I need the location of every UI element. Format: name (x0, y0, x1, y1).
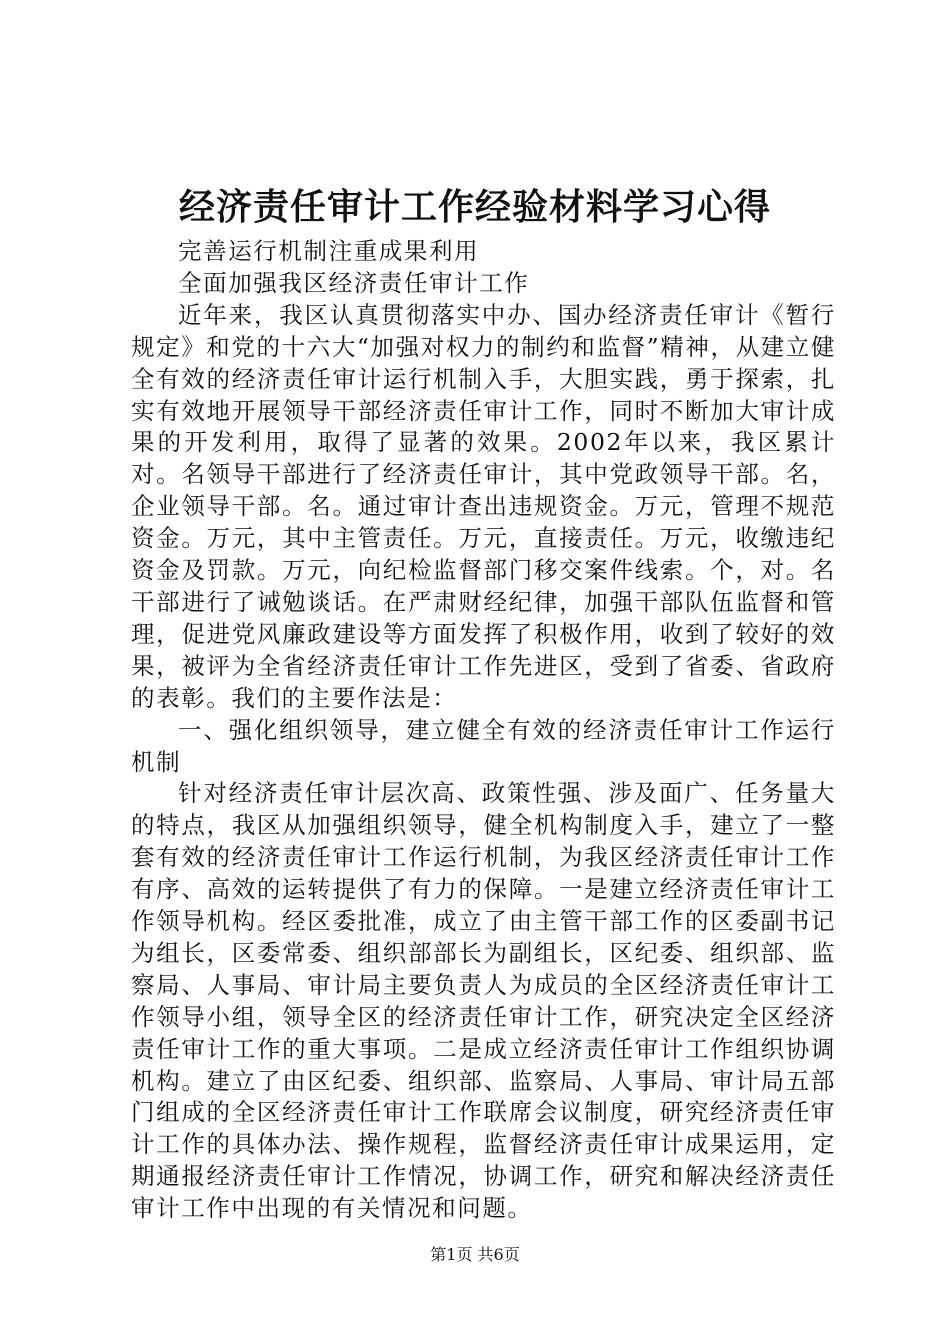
document-body (131, 236, 836, 1225)
subtitle-line-1: 完善运行机制注重成果利用 (178, 237, 480, 265)
page-footer: 第1页 共6页 (430, 1245, 520, 1264)
subtitle-line-2: 全面加强我区经济责任审计工作 (178, 268, 530, 297)
section-paragraph: 针对经济责任审计层次高、政策性强、涉及面广、任务量大的特点，我区从加强组织领导，健全机构制度入手，建立了一整套有效的经济责任审计工作运行机制，为我区经济责任审计工作有序、高效的运转提供了有力的保障。一是建立经济责任审计工作领导机构。经区委批准，成立了由主管干部工作的区委副书记为组长，区委常委、组织部部长为副组长，区纪委、组织部、监察局、人事局、审计局主要负责人为成员的全区经济责任审计工作领导小组，领导全区的经济责任审计工作，研究决定全区经济责任审计工作的重大事项。二是成立经济责任审计工作组织协调机构。建立了由区纪委、组织部、监察局、人事局、审计局五部门组成的全区经济责任审计工作联席会议制度，研究经济责任审计工作的具体办法、操作规程，监督经济责任审计成果运用，定期通报经济责任审计工作情况，协调工作，研究和解决经济责任审计工作中出现的有关情况和问题。 (131, 779, 836, 1223)
section-heading: 一、强化组织领导，建立健全有效的经济责任审计工作运行机制 (131, 715, 836, 776)
intro-paragraph: 近年来，我区认真贯彻落实中办、国办经济责任审计《暂行规定》和党的十六大“加强对权力的制约和监督”精神，从建立健全有效的经济责任审计运行机制入手，大胆实践，勇于探索，扎实有效地开展领导干部经济责任审计工作，同时不断加大审计成果的开发利用，取得了显著的效果。2002年以来，我区累计对。名领导干部进行了经济责任审计，其中党政领导干部。名，企业领导干部。名。通过审计查出违规资金。万元，管理不规范资金。万元，其中主管责任。万元，直接责任。万元，收缴违纪资金及罚款。万元，向纪检监督部门移交案件线索。个，对。名干部进行了诫勉谈话。在严肃财经纪律，加强干部队伍监督和管理，促进党风廉政建设等方面发挥了积极作用，收到了较好的效果，被评为全省经济责任审计工作先进区，受到了省委、省政府的表彰。我们的主要作法是： (131, 300, 836, 712)
document-title: 经济责任审计工作经验材料学习心得 (178, 186, 771, 228)
